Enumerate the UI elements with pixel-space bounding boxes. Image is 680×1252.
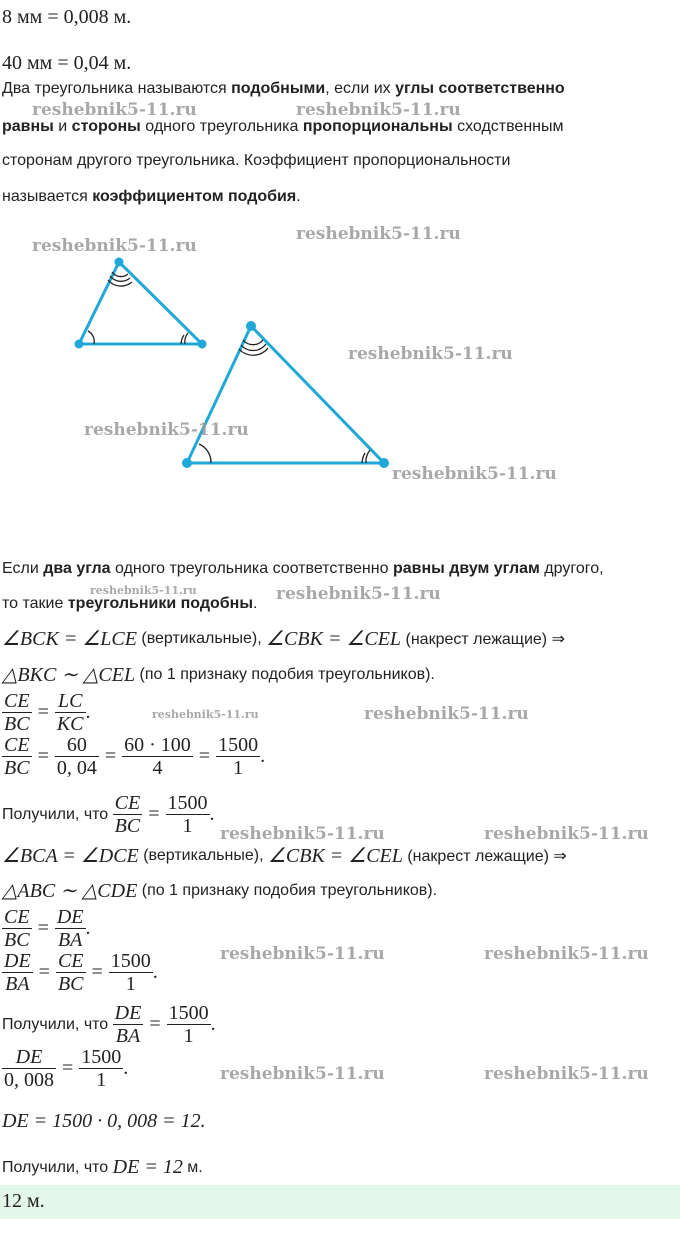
solution-result-1: Получили, что $\frac{CE}{BC}$ = $\frac{1500}{1}$ . (2, 792, 215, 837)
watermark: reshebnik5-11.ru (220, 1064, 385, 1084)
solution-ratio-5: $\frac{DE}{0, 008}$ = $\frac{1500}{1}$ . (4, 1046, 129, 1091)
watermark: reshebnik5-11.ru (276, 584, 441, 604)
similar-triangles-figure (0, 220, 680, 540)
conversion-line-2: 40 мм = 0,04 м. (2, 52, 132, 74)
watermark: reshebnik5-11.ru (152, 708, 259, 721)
watermark: reshebnik5-11.ru (296, 224, 461, 244)
small-triangle (79, 262, 202, 344)
watermark: reshebnik5-11.ru (484, 944, 649, 964)
watermark: reshebnik5-11.ru (32, 236, 197, 256)
watermark: reshebnik5-11.ru (220, 944, 385, 964)
criterion-line-1: Если два угла одного треугольника соответственно равны двум углам другого, (2, 560, 604, 577)
watermark: reshebnik5-11.ru (84, 420, 249, 440)
answer-text: 12 м. (2, 1190, 45, 1212)
solution-angles-2: ∠BCA = ∠DCE (вертикальные), ∠CBK = ∠CEL (накрест лежащие) ⇒ (2, 845, 567, 867)
watermark: reshebnik5-11.ru (32, 100, 197, 120)
criterion-line-2: то такие треугольники подобны. (2, 595, 258, 612)
watermark: reshebnik5-11.ru (348, 344, 513, 364)
small-triangle-outline (79, 262, 202, 344)
solution-ratio-2: $\frac{CE}{BC}$ = $\frac{60}{0, 04}$ = $\frac{60 \cdot 100}{4}$ = $\frac{1500}{1}$ . (4, 734, 266, 779)
watermark: reshebnik5-11.ru (296, 100, 461, 120)
solution-ratio-3: $\frac{CE}{BC}$ = $\frac{DE}{BA}$ . (4, 906, 91, 951)
solution-similarity-1: △BKC ∼ △CEL (по 1 признаку подобия треугольников). (2, 664, 435, 686)
solution-similarity-2: △ABC ∼ △CDE (по 1 признаку подобия треугольников). (2, 880, 438, 902)
watermark: reshebnik5-11.ru (484, 1064, 649, 1084)
watermark: reshebnik5-11.ru (90, 584, 197, 597)
conversion-line-1: 8 мм = 0,008 м. (2, 6, 132, 28)
watermark: reshebnik5-11.ru (484, 824, 649, 844)
definition-line-1: Два треугольника называются подобными, если их углы соответственно (2, 80, 565, 97)
solution-ratio-4: $\frac{DE}{BA}$ = $\frac{CE}{BC}$ = $\frac{1500}{1}$ . (4, 950, 158, 995)
definition-line-2: равны и стороны одного треугольника пропорциональны сходственным (2, 118, 564, 135)
watermark: reshebnik5-11.ru (364, 704, 529, 724)
solution-computation: DE = 1500 · 0, 008 = 12. (2, 1110, 206, 1132)
watermark: reshebnik5-11.ru (220, 824, 385, 844)
definition-line-4: называется коэффициентом подобия. (2, 188, 301, 205)
answer-box (0, 1185, 680, 1219)
solution-final: Получили, что DE = 12 м. (2, 1156, 203, 1178)
solution-ratio-1: $\frac{CE}{BC}$ = $\frac{LC}{KC}$ . (4, 690, 91, 735)
solution-result-2: Получили, что $\frac{DE}{BA}$ = $\frac{1500}{1}$ . (2, 1002, 216, 1047)
solution-angles-1: ∠BCK = ∠LCE (вертикальные), ∠CBK = ∠CEL (накрест лежащие) ⇒ (2, 628, 565, 650)
watermark: reshebnik5-11.ru (392, 464, 557, 484)
definition-line-3: сторонам другого треугольника. Коэффициент пропорциональности (2, 152, 511, 169)
